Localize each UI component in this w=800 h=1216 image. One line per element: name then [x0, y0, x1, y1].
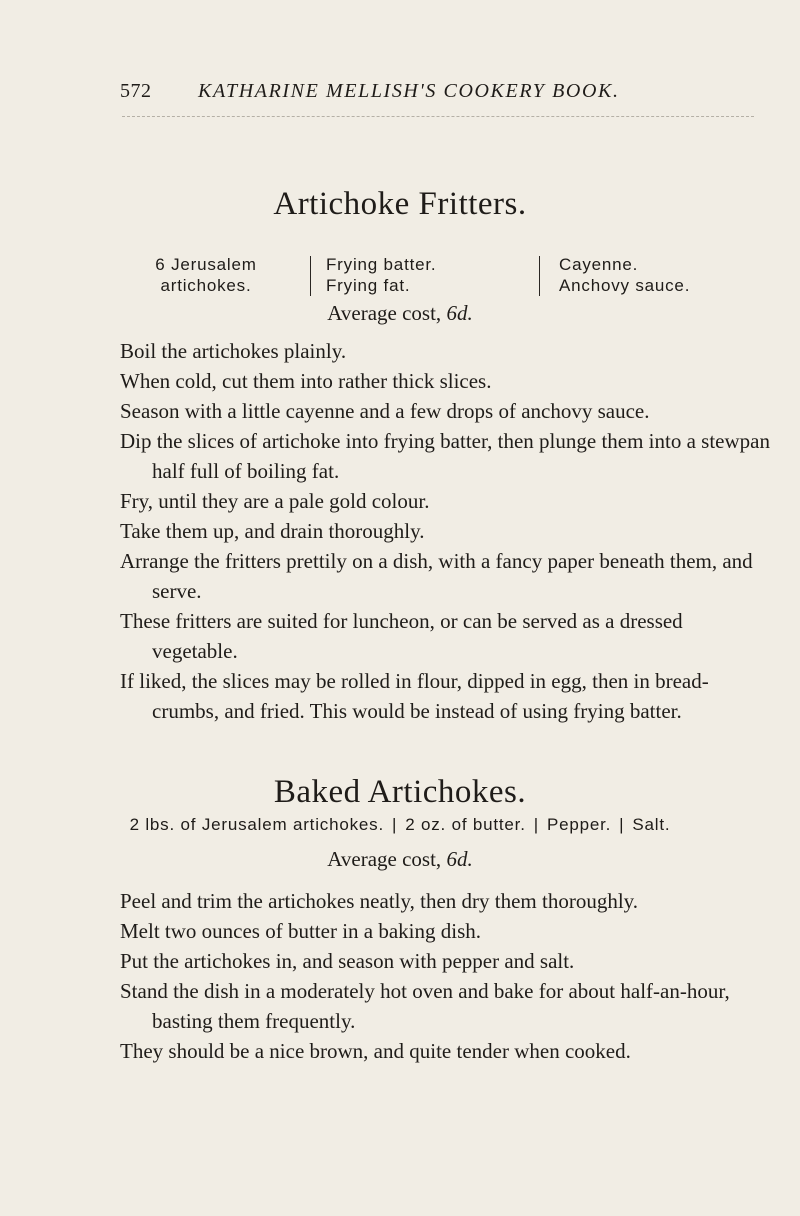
ingredient-line: 6 Jerusalem — [155, 255, 257, 274]
method-step: When cold, cut them into rather thick slices. — [120, 369, 492, 393]
ingredient-line: Frying batter. — [326, 255, 437, 274]
method-step: Melt two ounces of butter in a baking dish. — [120, 919, 482, 943]
cost-value: 6d. — [446, 847, 473, 871]
method-artichoke-fritters — [120, 336, 770, 726]
method-step: Take them up, and drain thoroughly. — [120, 519, 425, 543]
ingredient-column-1 — [126, 254, 286, 296]
column-divider — [310, 256, 311, 296]
method-step: Dip the slices of artichoke into frying batter, then plunge them into a stewpan half full of boiling fat. — [120, 429, 770, 483]
ingredient-separator: | — [619, 815, 625, 834]
method-step: Arrange the fritters prettily on a dish, with a fancy paper beneath them, and serve. — [120, 549, 753, 603]
ingredients-artichoke-fritters — [126, 254, 766, 298]
running-title: KATHARINE MELLISH'S COOKERY BOOK. — [198, 80, 620, 102]
recipe-title-baked-artichokes: Baked Artichokes. — [273, 774, 527, 810]
page-number: 572 — [120, 80, 152, 102]
average-cost — [0, 301, 800, 326]
ingredient-column-3 — [559, 254, 690, 296]
ingredient-item: 2 lbs. of Jerusalem artichokes. — [129, 815, 384, 834]
cost-label: Average cost, — [327, 847, 447, 871]
cost-label: Average cost, — [327, 301, 447, 325]
column-divider — [539, 256, 540, 296]
method-step: Peel and trim the artichokes neatly, then dry them thoroughly. — [120, 889, 639, 913]
header-rule — [122, 116, 754, 117]
ingredient-item: Salt. — [632, 815, 671, 834]
method-step: They should be a nice brown, and quite tender when cooked. — [120, 1039, 631, 1063]
method-step: These fritters are suited for luncheon, or can be served as a dressed vegetable. — [120, 609, 683, 663]
method-step: Boil the artichokes plainly. — [120, 339, 347, 363]
ingredient-item: 2 oz. of butter. — [405, 815, 526, 834]
ingredients-baked-artichokes — [0, 814, 800, 835]
ingredient-line: Frying fat. — [326, 276, 411, 295]
ingredient-separator: | — [391, 815, 398, 834]
running-head — [120, 80, 760, 110]
ingredient-separator: | — [533, 815, 539, 834]
ingredient-line: artichokes. — [160, 276, 252, 295]
cost-value: 6d. — [446, 301, 473, 325]
ingredient-line: Anchovy sauce. — [559, 276, 691, 295]
recipe-title-artichoke-fritters: Artichoke Fritters. — [273, 186, 527, 222]
average-cost — [0, 847, 800, 872]
method-step: Put the artichokes in, and season with pepper and salt. — [120, 949, 575, 973]
ingredient-line: Cayenne. — [559, 255, 639, 274]
method-baked-artichokes — [120, 886, 770, 1066]
method-step: If liked, the slices may be rolled in flour, dipped in egg, then in bread-crumbs, and fried. This would be instead of using frying batter. — [120, 669, 709, 723]
method-step: Stand the dish in a moderately hot oven and bake for about half-an-hour, basting them frequently. — [120, 979, 730, 1033]
method-step: Fry, until they are a pale gold colour. — [120, 489, 430, 513]
method-step: Season with a little cayenne and a few drops of anchovy sauce. — [120, 399, 650, 423]
ingredient-column-2 — [326, 254, 436, 296]
ingredient-item: Pepper. — [546, 815, 612, 834]
